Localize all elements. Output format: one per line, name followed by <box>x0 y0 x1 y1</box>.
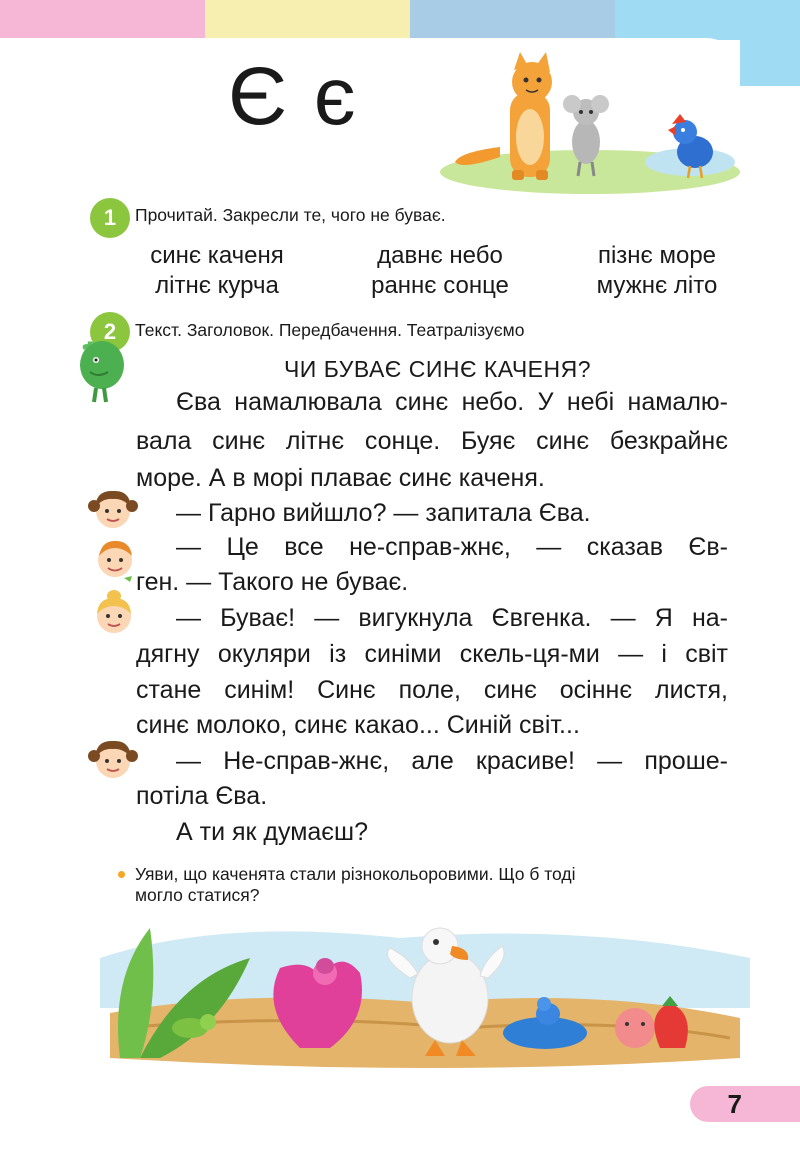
task-3-line-1: Уяви, що каченята стали різнокольоровими. Що б тоді <box>135 864 576 884</box>
task-2-instruction: Текст. Заголовок. Передбачення. Театралізуємо <box>135 320 525 340</box>
story-line-3: море. А в морі плаває синє каченя. <box>136 464 545 492</box>
eva-face-icon <box>90 486 136 532</box>
word-1-1: синє каченя <box>150 242 284 269</box>
task-3-line-2: могло статися? <box>135 885 260 905</box>
story-line-2: вала синє літнє сонце. Буяє синє безкрайнє <box>136 427 728 455</box>
evhenka-face-icon <box>92 588 136 638</box>
task-2-badge: 2 <box>90 312 130 352</box>
evhen-face-icon <box>94 536 138 584</box>
story-line-11: — Не-справ-жнє, але красиве! — проше- <box>176 747 728 775</box>
eva-face-icon <box>90 736 136 782</box>
story-line-4: — Гарно вийшло? — запитала Єва. <box>176 499 591 527</box>
story-line-10: синє молоко, синє какао... Синій світ... <box>136 711 580 739</box>
word-2-1: літнє курча <box>155 272 279 299</box>
page-number: 7 <box>727 1089 742 1119</box>
duck-flower-pond-illustration-icon <box>100 918 750 1073</box>
story-line-5: — Це все не-справ-жнє, — сказав Єв- <box>176 533 728 561</box>
header-stripe-pink <box>0 0 205 40</box>
cat-mouse-bird-illustration-icon <box>440 52 740 192</box>
word-1-3: пізнє море <box>597 242 717 269</box>
header-stripe-yellow <box>205 0 410 40</box>
page-number-tab <box>690 1086 800 1122</box>
word-2-3: мужнє літо <box>596 272 718 299</box>
story-line-8: дягну окуляри із синіми скель-ця-ми — і світ <box>136 640 728 668</box>
word-2-2: раннє сонце <box>371 272 509 299</box>
story-line-9: стане синім! Синє поле, синє осіннє листя, <box>136 676 728 704</box>
story-line-13: А ти як думаєш? <box>176 818 369 846</box>
story-line-1: Єва намалювала синє небо. У небі намалю- <box>176 388 728 416</box>
story-line-7: — Буває! — вигукнула Євгенка. — Я на- <box>176 604 728 632</box>
corner-tab <box>740 0 800 86</box>
story-title: ЧИ БУВАЄ СИНЄ КАЧЕНЯ? <box>283 356 592 382</box>
letter-title: Є є <box>228 51 358 142</box>
story-line-12: потіла Єва. <box>136 782 268 810</box>
task-1-badge: 1 <box>90 198 130 238</box>
task-1-instruction: Прочитай. Закресли те, чого не буває. <box>135 205 446 225</box>
header-stripe-blue <box>410 0 615 40</box>
bullet-icon <box>118 871 125 878</box>
word-1-2: давнє небо <box>377 242 503 269</box>
story-line-6: ген. — Такого не буває. <box>136 568 409 596</box>
